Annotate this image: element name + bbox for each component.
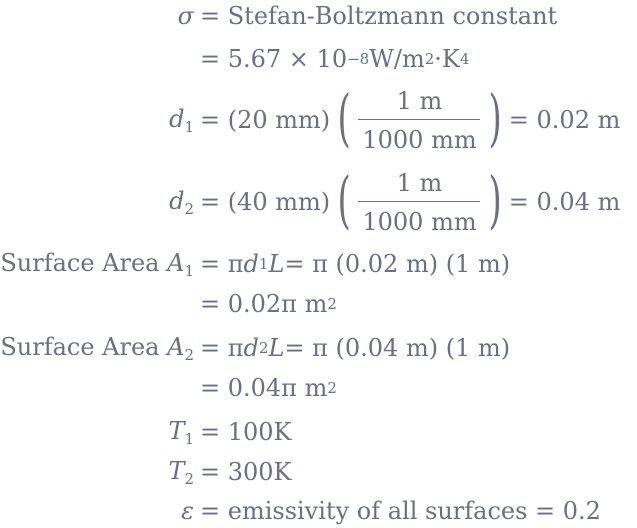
area-2-L: L xyxy=(268,334,285,362)
t2-value: = 300K xyxy=(200,458,292,486)
row-sigma xyxy=(0,0,637,32)
d2-paren-left: ( xyxy=(337,163,351,236)
rhs-d1 xyxy=(200,81,637,154)
row-area-1-value xyxy=(0,286,637,322)
row-area-2 xyxy=(0,330,637,366)
d1-fraction xyxy=(354,87,484,154)
sigma-value-prefix: = 5.67 × 10 xyxy=(200,45,348,73)
area-1-d: d xyxy=(243,250,259,278)
d2-paren-right: ) xyxy=(488,163,502,236)
d1-fraction-denominator: 1000 mm xyxy=(362,125,477,154)
lhs-d2 xyxy=(0,187,200,218)
area-1-d-sub: 1 xyxy=(258,255,269,273)
d2-result: = 0.04 m xyxy=(508,188,621,216)
area-1-eq-pi: = π xyxy=(200,250,244,278)
sigma-unit-a: W/m xyxy=(369,45,425,73)
sigma-value-exponent: −8 xyxy=(347,50,370,68)
area-2-symbol: A xyxy=(167,332,185,361)
lhs-area-1 xyxy=(0,249,200,280)
area-2-value-exp: 2 xyxy=(327,379,337,397)
d1-paren-right: ) xyxy=(488,81,502,154)
area-1-L: L xyxy=(268,250,285,278)
lhs-epsilon xyxy=(0,497,200,525)
row-t2 xyxy=(0,454,637,490)
rhs-area-2-value xyxy=(200,374,637,402)
d2-prefix: = (40 mm) xyxy=(200,188,331,216)
lhs-area-2 xyxy=(0,333,200,364)
area-2-value: = 0.04π m xyxy=(200,374,328,402)
t1-symbol: T xyxy=(168,416,185,445)
rhs-area-1 xyxy=(200,250,637,278)
area-1-value-exp: 2 xyxy=(327,295,337,313)
rhs-sigma xyxy=(200,2,637,30)
area-2-subscript: 2 xyxy=(184,345,194,364)
area-2-label: Surface Area xyxy=(0,332,168,361)
rhs-area-1-value xyxy=(200,290,637,318)
row-area-1 xyxy=(0,246,637,282)
rhs-t1 xyxy=(200,418,637,446)
area-2-d: d xyxy=(243,334,259,362)
d1-result: = 0.02 m xyxy=(508,106,621,134)
row-d2 xyxy=(0,163,637,238)
row-area-2-value xyxy=(0,370,637,406)
row-sigma-value xyxy=(0,40,637,78)
t1-value: = 100K xyxy=(200,418,292,446)
area-1-label: Surface Area xyxy=(0,248,168,277)
lhs-t2 xyxy=(0,457,200,488)
d2-fraction xyxy=(354,169,484,236)
t2-subscript: 2 xyxy=(184,469,194,488)
d1-subscript: 1 xyxy=(184,117,194,136)
area-2-d-sub: 2 xyxy=(258,339,269,357)
sigma-unit-exp2: 2 xyxy=(424,50,435,68)
area-2-expression: = π (0.04 m) (1 m) xyxy=(284,334,511,362)
rhs-sigma-value xyxy=(200,45,637,73)
d1-fraction-numerator: 1 m xyxy=(396,86,443,115)
sigma-symbol: σ xyxy=(177,2,194,30)
area-1-subscript: 1 xyxy=(184,261,194,280)
t1-subscript: 1 xyxy=(184,429,194,448)
rhs-t2 xyxy=(200,458,637,486)
d2-fraction-numerator: 1 m xyxy=(396,168,443,197)
rhs-d2 xyxy=(200,163,637,236)
lhs-d1 xyxy=(0,105,200,136)
row-t1 xyxy=(0,414,637,450)
rhs-area-2 xyxy=(200,334,637,362)
t2-symbol: T xyxy=(168,456,185,485)
area-1-expression: = π (0.02 m) (1 m) xyxy=(284,250,511,278)
d1-symbol: d xyxy=(169,104,185,133)
d1-prefix: = (20 mm) xyxy=(200,106,331,134)
area-1-symbol: A xyxy=(167,248,185,277)
sigma-unit-b: ·K xyxy=(434,45,460,73)
d2-fraction-denominator: 1000 mm xyxy=(362,207,477,236)
d2-subscript: 2 xyxy=(184,199,194,218)
area-2-eq-pi: = π xyxy=(200,334,244,362)
d2-symbol: d xyxy=(169,186,185,215)
epsilon-definition: = emissivity of all surfaces = 0.2 xyxy=(200,497,601,525)
lhs-t1 xyxy=(0,417,200,448)
row-epsilon xyxy=(0,494,637,528)
d1-paren-left: ( xyxy=(337,81,351,154)
row-d1 xyxy=(0,81,637,156)
rhs-epsilon xyxy=(200,497,637,525)
lhs-sigma xyxy=(0,2,200,30)
sigma-definition: = Stefan-Boltzmann constant xyxy=(200,2,558,30)
epsilon-symbol: ε xyxy=(181,497,194,525)
area-1-value: = 0.02π m xyxy=(200,290,328,318)
sigma-unit-exp4: 4 xyxy=(459,50,470,68)
